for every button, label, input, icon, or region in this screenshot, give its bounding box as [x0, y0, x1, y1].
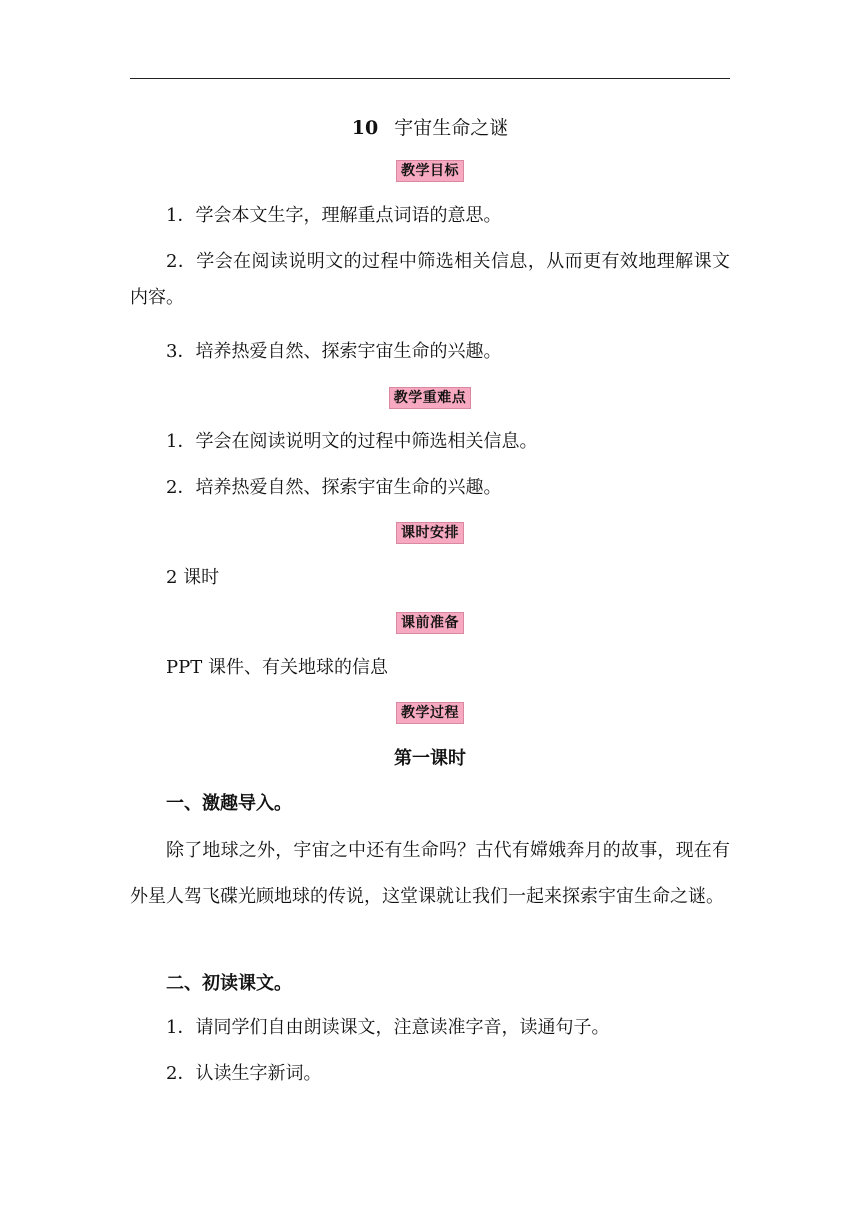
lesson-number: 10: [351, 117, 379, 139]
lesson-title-text: 宇宙生命之谜: [394, 117, 509, 139]
goal-item: 3．培养热爱自然、探索宇宙生命的兴趣。: [166, 341, 502, 362]
process-tag-label: 教学过程: [396, 702, 464, 724]
schedule-tag-label: 课时安排: [396, 522, 464, 544]
process-tag: [130, 702, 730, 724]
prep-tag: [130, 612, 730, 634]
header-rule: [130, 78, 730, 79]
step2-item: 1．请同学们自由朗读课文，注意读准字音，读通句子。: [166, 1017, 610, 1038]
schedule-text: 2 课时: [166, 567, 220, 588]
goals-tag: [130, 160, 730, 182]
lesson-title: [130, 116, 730, 140]
step2-item: 2．认读生字新词。: [166, 1063, 322, 1084]
step2-heading: 二、初读课文。: [166, 973, 292, 994]
goal-item: 1．学会本文生字，理解重点词语的意思。: [166, 205, 502, 226]
goals-tag-label: 教学目标: [396, 160, 464, 182]
key-points-tag-label: 教学重难点: [389, 387, 472, 409]
key-points-tag: [130, 387, 730, 409]
prep-text: PPT 课件、有关地球的信息: [166, 657, 388, 678]
step1-heading: 一、激趣导入。: [166, 793, 292, 814]
goal-item: 2．学会在阅读说明文的过程中筛选相关信息，从而更有效地理解课文内容。: [130, 251, 730, 308]
step1-text: 除了地球之外，宇宙之中还有生命吗？古代有嫦娥奔月的故事，现在有外星人驾飞碟光顾地球的传说，这堂课就让我们一起来探索宇宙生命之谜。: [130, 840, 730, 907]
period-title: 第一课时: [394, 748, 466, 769]
key-point-item: 1．学会在阅读说明文的过程中筛选相关信息。: [166, 431, 538, 452]
key-point-item: 2．培养热爱自然、探索宇宙生命的兴趣。: [166, 477, 502, 498]
prep-tag-label: 课前准备: [396, 612, 464, 634]
schedule-tag: [130, 522, 730, 544]
